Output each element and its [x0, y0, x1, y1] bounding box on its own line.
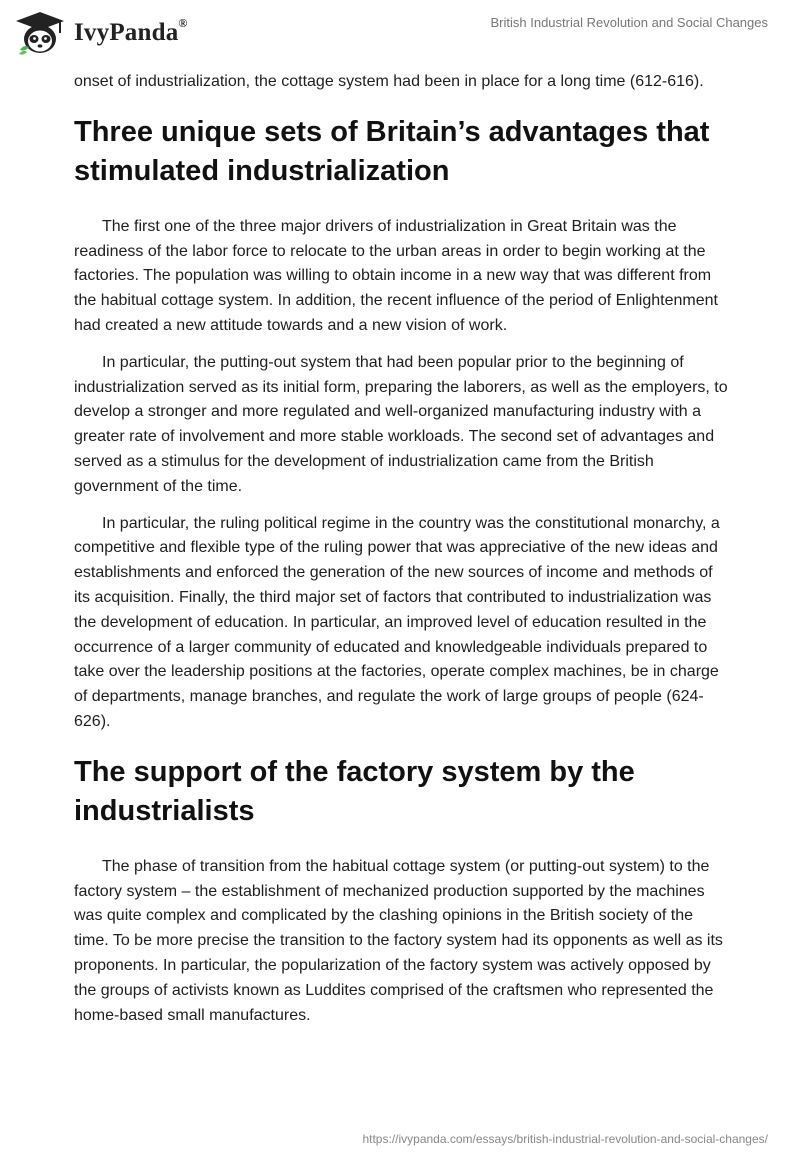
- essay-content: [74, 70, 730, 1040]
- section-heading-factory-system: The support of the factory system by the industrialists: [74, 755, 635, 827]
- paragraph-4: The phase of transition from the habitual cottage system (or putting-out system) to the factory system – the establishment of mechanized production supported by the machines was quite complex and complicated by the clashing opinions in the British society of the time. To be more precise the transition to the factory system had its opponents as well as its proponents. In particular, the popularization of the factory system was actively opposed by the groups of activists known as Luddites comprised of the craftsmen who represented the home-based small manufactures.: [74, 857, 723, 1024]
- section-heading-advantages: Three unique sets of Britain’s advantages that stimulated industrialization: [74, 115, 710, 187]
- page-header: [0, 0, 800, 70]
- intro-paragraph: onset of industrialization, the cottage system had been in place for a long time (612-616).: [74, 73, 704, 90]
- panda-logo-icon: [14, 10, 66, 56]
- paragraph-3: In particular, the ruling political regime in the country was the constitutional monarchy, a competitive and flexible type of the ruling power that was appreciative of the new ideas and establishments and enforced the generation of the new sources of income and methods of its acquisition. Finally, the third major set of factors that contributed to industrialization was the development of education. In particular, an improved level of education resulted in the occurrence of a larger community of educated and knowledgeable individuals prepared to take over the leadership positions at the factories, operate complex machines, be in charge of departments, manage branches, and regulate the work of large groups of people (624-626).: [74, 514, 720, 730]
- paragraph-1: The first one of the three major drivers of industrialization in Great Britain was the readiness of the labor force to relocate to the urban areas in order to begin working at the factories. The population was willing to obtain income in a new way that was different from the habitual cottage system. In addition, the recent influence of the period of Enlightenment had created a new attitude towards and a new vision of work.: [74, 217, 718, 334]
- document-title: British Industrial Revolution and Social Changes: [490, 15, 768, 30]
- brand-name: IvyPanda®: [74, 15, 188, 46]
- source-url[interactable]: https://ivypanda.com/essays/british-industrial-revolution-and-social-changes/: [362, 1132, 768, 1146]
- brand-logo[interactable]: [14, 10, 188, 56]
- paragraph-2: In particular, the putting-out system that had been popular prior to the beginning of industrialization served as its initial form, preparing the laborers, as well as the employers, to develop a stronger and more regulated and well-organized manufacturing industry with a greater rate of involvement and more stable workloads. The second set of advantages and served as a stimulus for the development of industrialization came from the British government of the time.: [74, 353, 728, 495]
